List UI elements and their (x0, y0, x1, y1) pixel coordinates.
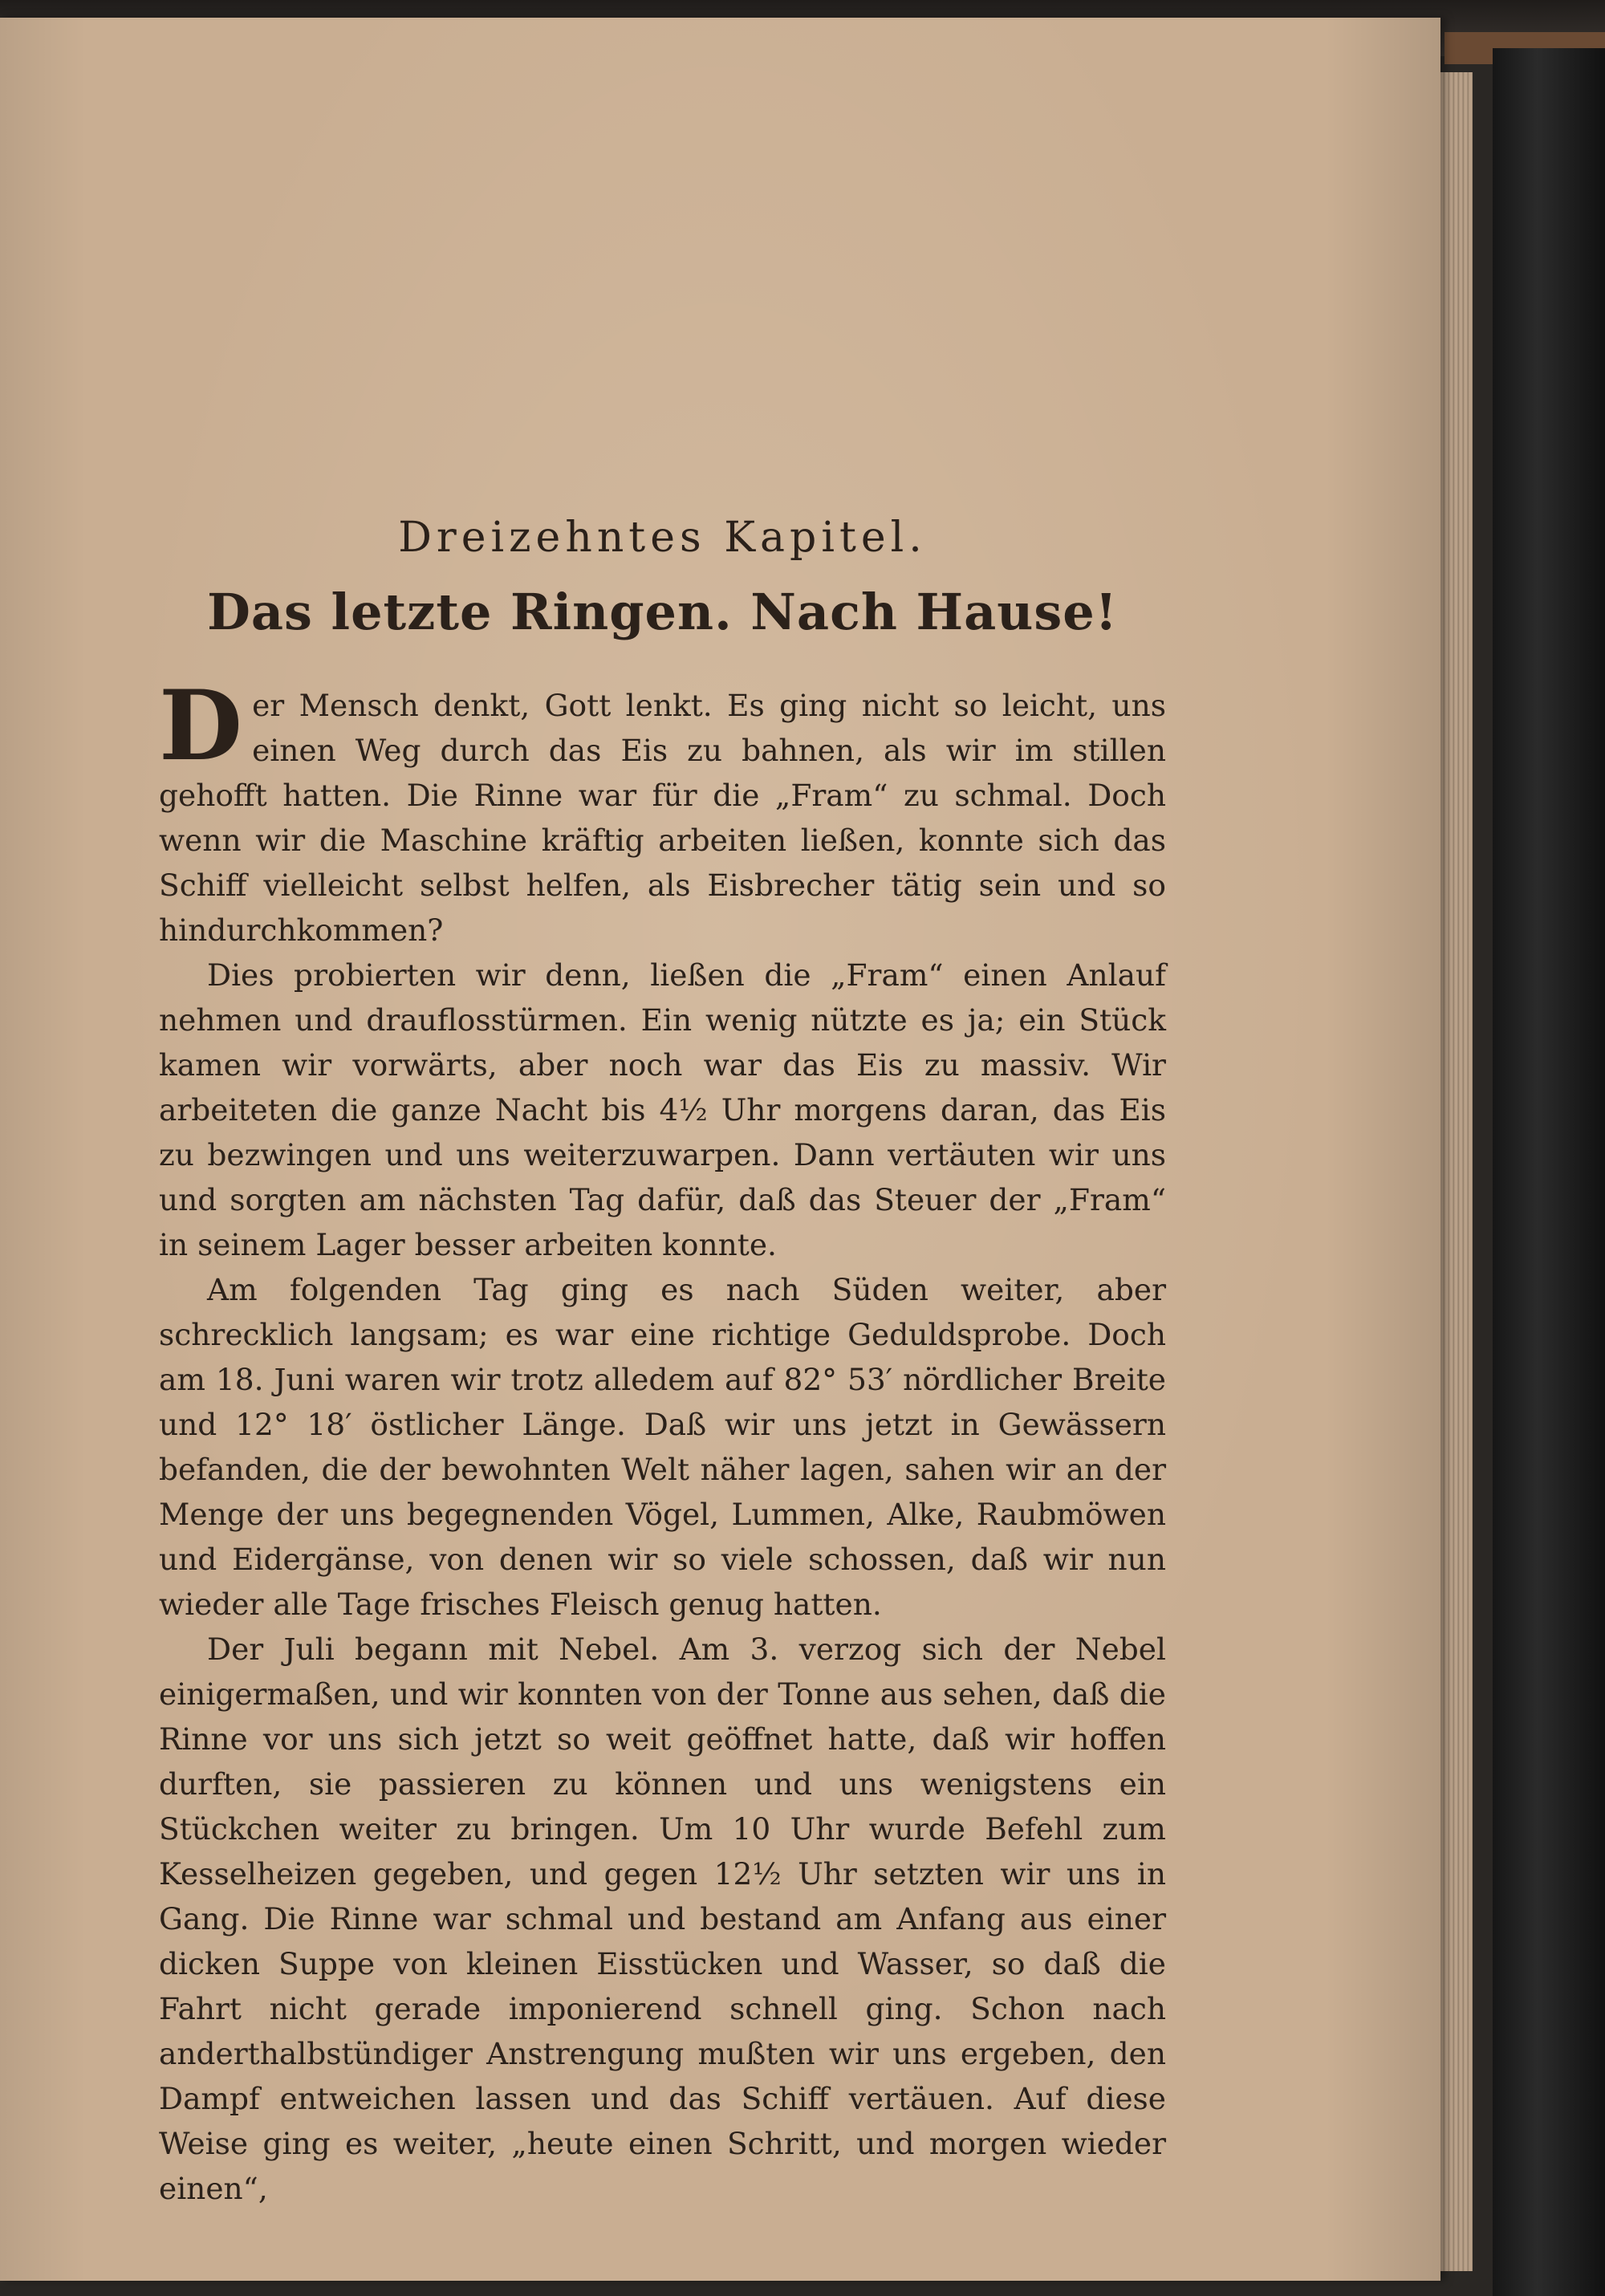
page-content (159, 514, 1166, 2211)
chapter-heading: Dreizehntes Kapitel. (398, 514, 927, 562)
page-edges (1440, 72, 1473, 2271)
body-text (159, 669, 1166, 2211)
paragraph-4: Der Juli begann mit Nebel. Am 3. verzog sich der Nebel einigermaßen, und wir konnten von der Tonne aus sehen, daß die Rinne vor uns sich jetzt so weit geöffnet hatte, daß wir hoffen durften, sie passieren zu können und uns wenigstens ein Stückchen weiter zu bringen. Um 10 Uhr wurde Befehl zum Kesselheizen gegeben, und gegen 12½ Uhr setzten wir uns in Gang. Die Rinne war schmal und bestand am Anfang aus einer dicken Suppe von kleinen Eisstücken und Wasser, so daß die Fahrt nicht gerade imponierend schnell ging. Schon nach anderthalbstündiger Anstrengung mußten wir uns ergeben, den Dampf entweichen lassen und das Schiff vertäuen. Auf diese Weise ging es weiter, „heute einen Schritt, und morgen wieder einen“, (159, 1632, 1166, 2206)
book-cover (1493, 48, 1605, 2296)
paragraph-3: Am folgenden Tag ging es nach Süden weiter, aber schrecklich langsam; es war eine richtige Geduldsprobe. Doch am 18. Juni waren wir trotz alledem auf 82° 53′ nördlicher Breite und 12° 18′ östlicher Länge. Daß wir uns jetzt in Gewässern befanden, die der bewohnten Welt näher lagen, sahen wir an der Menge der uns begegnenden Vögel, Lummen, Alke, Raubmöwen und Eidergänse, von denen wir so viele schossen, daß wir nun wieder alle Tage frisches Fleisch genug hatten. (159, 1272, 1166, 1622)
paragraph-1-text: er Mensch denkt, Gott lenkt. Es ging nicht so leicht, uns einen Weg durch das Eis zu bahnen, als wir im stillen gehofft hatten. Die Rinne war für die „Fram“ zu schmal. Doch wenn wir die Maschine kräftig arbeiten ließen, konnte sich das Schiff vielleicht selbst helfen, als Eisbrecher tätig sein und so hindurchkommen? (159, 688, 1166, 948)
paragraph-1 (159, 669, 1166, 953)
paragraph-2: Dies probierten wir denn, ließen die „Fram“ einen Anlauf nehmen und drauflosstürmen. Ein wenig nützte es ja; ein Stück kamen wir vorwärts, aber noch war das Eis zu massiv. Wir arbeiteten die ganze Nacht bis 4½ Uhr morgens daran, das Eis zu bezwingen und uns weiterzuwarpen. Dann vertäuten wir uns und sorgten am nächsten Tag dafür, daß das Steuer der „Fram“ in seinem Lager besser arbeiten konnte. (159, 957, 1166, 1262)
drop-cap: D (159, 669, 243, 782)
chapter-title: Das letzte Ringen. Nach Hause! (207, 583, 1118, 641)
